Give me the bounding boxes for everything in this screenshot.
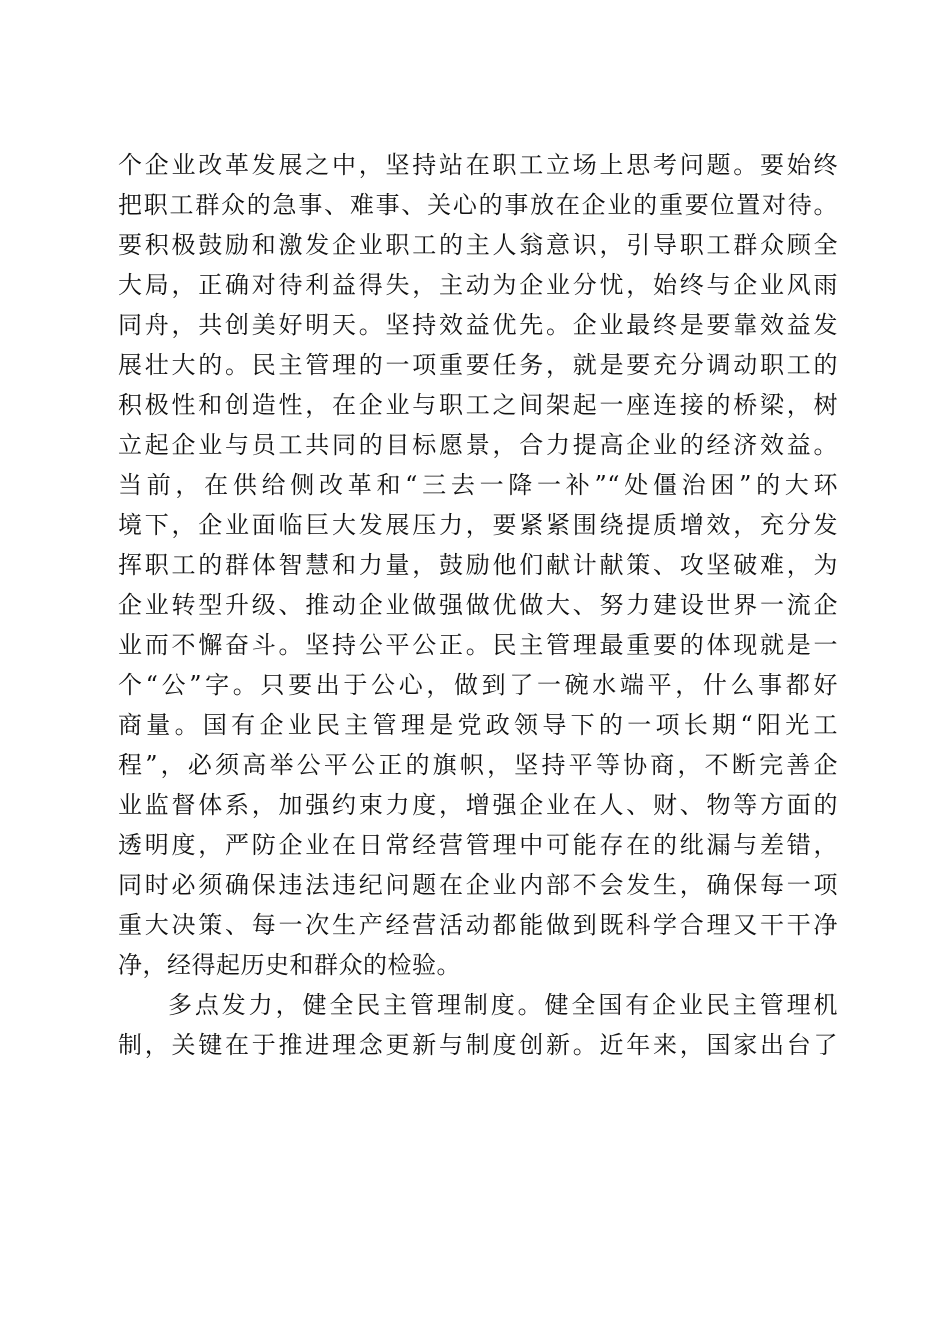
text-line: 同舟，共创美好明天。坚持效益优先。企业最终是要靠效益发 — [118, 311, 838, 339]
text-line: 透明度，严防企业在日常经营管理中可能存在的纰漏与差错， — [118, 831, 838, 859]
text-line: 挥职工的群体智慧和力量，鼓励他们献计献策、攻坚破难，为 — [118, 551, 838, 579]
text-line: 业而不懈奋斗。坚持公平公正。民主管理最重要的体现就是一 — [118, 631, 838, 659]
body-text — [118, 145, 838, 1065]
text-line: 展壮大的。民主管理的一项重要任务，就是要充分调动职工的 — [118, 351, 838, 379]
text-line: 重大决策、每一次生产经营活动都能做到既科学合理又干干净 — [118, 911, 838, 939]
text-line: 制，关键在于推进理念更新与制度创新。近年来，国家出台了 — [118, 1031, 838, 1059]
text-line: 要积极鼓励和激发企业职工的主人翁意识，引导职工群众顾全 — [118, 231, 838, 259]
text-line: 业监督体系，加强约束力度，增强企业在人、财、物等方面的 — [118, 791, 838, 819]
text-line: 大局，正确对待利益得失，主动为企业分忧，始终与企业风雨 — [118, 271, 838, 299]
text-line: 净，经得起历史和群众的检验。 — [118, 951, 461, 979]
text-line: 企业转型升级、推动企业做强做优做大、努力建设世界一流企 — [118, 591, 838, 619]
text-line: 立起企业与员工共同的目标愿景，合力提高企业的经济效益。 — [118, 431, 838, 459]
text-line: 当前，在供给侧改革和“三去一降一补”“处僵治困”的大环 — [118, 471, 838, 499]
text-line: 商量。国有企业民主管理是党政领导下的一项长期“阳光工 — [118, 711, 838, 739]
text-line: 境下，企业面临巨大发展压力，要紧紧围绕提质增效，充分发 — [118, 511, 838, 539]
text-line: 个“公”字。只要出于公心，做到了一碗水端平，什么事都好 — [118, 671, 838, 699]
text-line: 个企业改革发展之中，坚持站在职工立场上思考问题。要始终 — [118, 151, 838, 179]
text-line: 程”，必须高举公平公正的旗帜，坚持平等协商，不断完善企 — [118, 751, 838, 779]
text-line: 同时必须确保违法违纪问题在企业内部不会发生，确保每一项 — [118, 871, 838, 899]
text-line: 积极性和创造性，在企业与职工之间架起一座连接的桥梁，树 — [118, 391, 838, 419]
paragraph-first-line: 多点发力，健全民主管理制度。健全国有企业民主管理机 — [168, 991, 838, 1019]
text-line: 把职工群众的急事、难事、关心的事放在企业的重要位置对待。 — [118, 191, 838, 219]
